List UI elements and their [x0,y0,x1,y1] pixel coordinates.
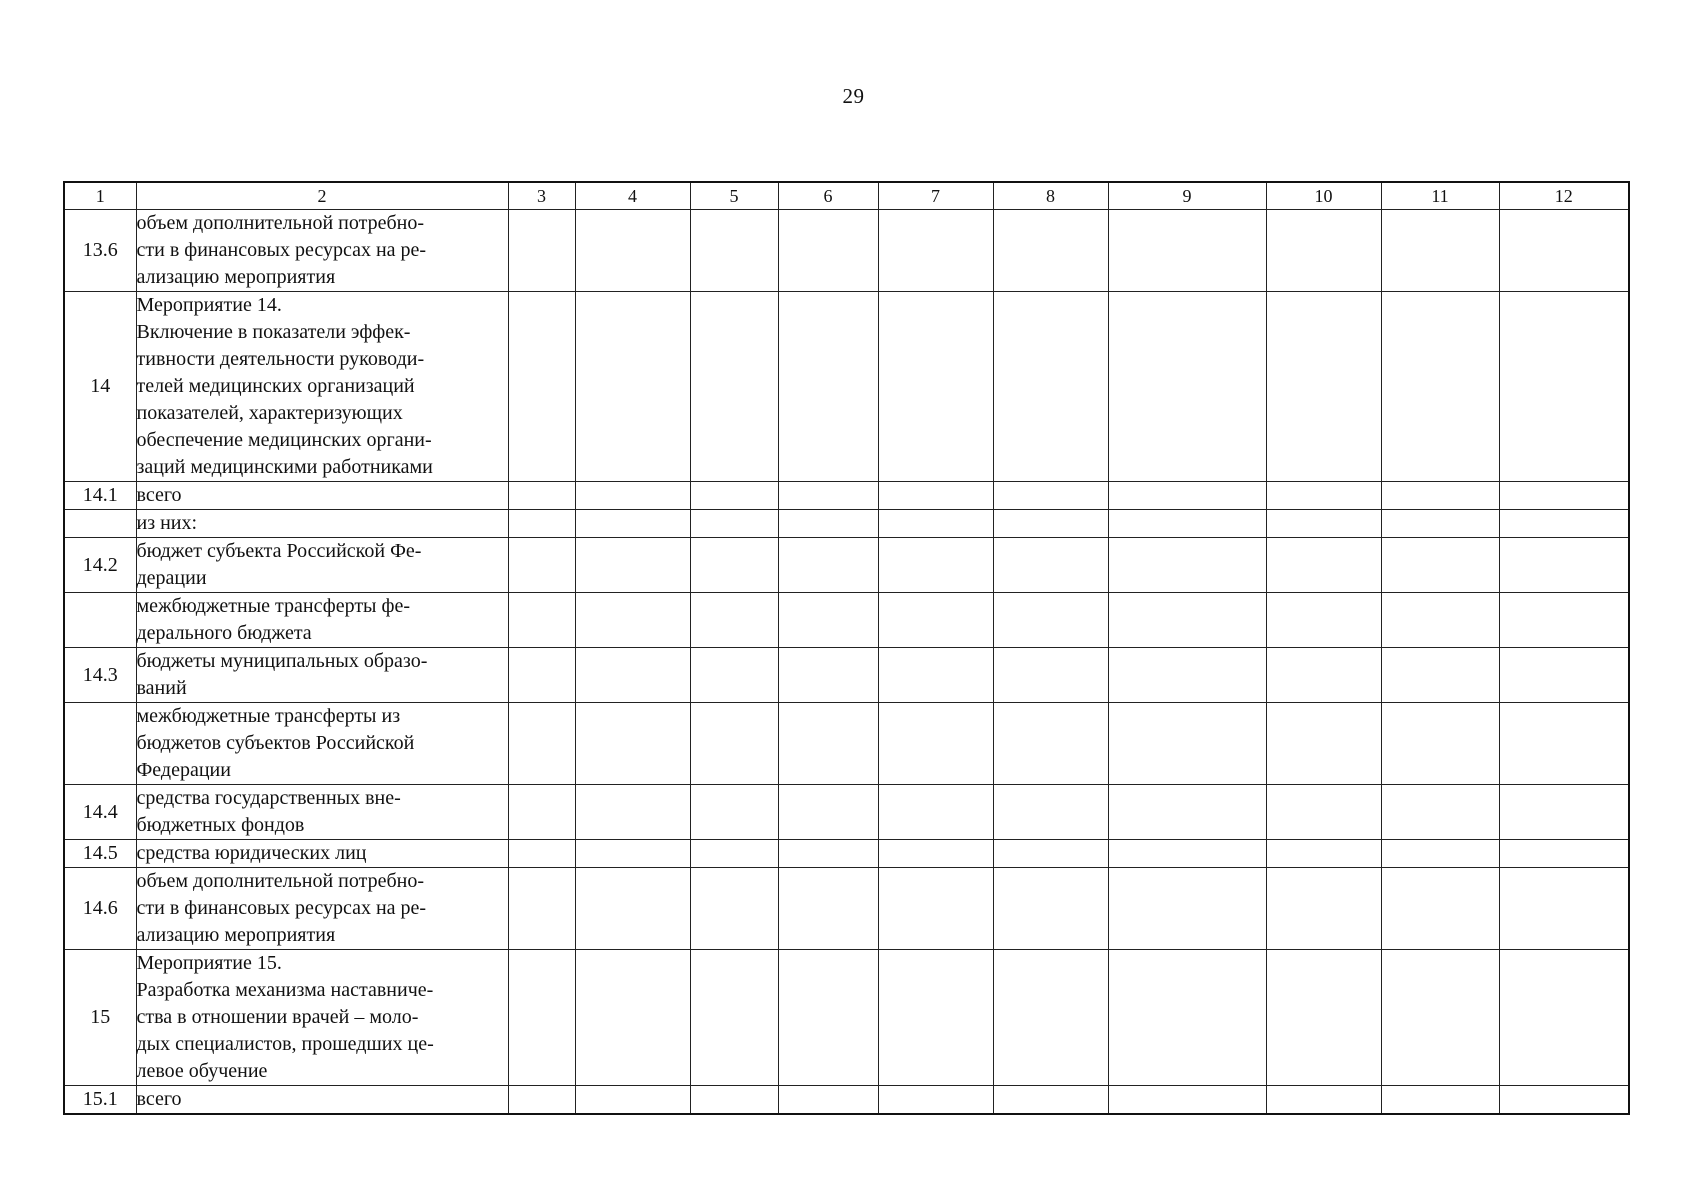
empty-cell-col-10 [1266,1086,1381,1115]
empty-cell-col-7 [878,1086,993,1115]
table-row [64,648,1629,703]
column-header-12: 12 [1499,182,1629,210]
empty-cell-col-9 [1108,292,1266,482]
empty-cell-col-6 [778,868,878,950]
empty-cell-col-8 [993,868,1108,950]
row-number: 13.6 [64,210,136,292]
empty-cell-col-5 [690,950,778,1086]
empty-cell-col-4 [575,210,690,292]
empty-cell-col-7 [878,482,993,510]
empty-cell-col-8 [993,840,1108,868]
empty-cell-col-4 [575,1086,690,1115]
column-header-5: 5 [690,182,778,210]
empty-cell-col-3 [508,210,575,292]
empty-cell-col-7 [878,840,993,868]
empty-cell-col-3 [508,703,575,785]
empty-cell-col-3 [508,510,575,538]
empty-cell-col-4 [575,840,690,868]
table-row [64,703,1629,785]
empty-cell-col-7 [878,703,993,785]
empty-cell-col-10 [1266,703,1381,785]
empty-cell-col-3 [508,785,575,840]
empty-cell-col-8 [993,593,1108,648]
empty-cell-col-12 [1499,210,1629,292]
empty-cell-col-8 [993,703,1108,785]
empty-cell-col-8 [993,950,1108,1086]
empty-cell-col-11 [1381,210,1499,292]
empty-cell-col-9 [1108,868,1266,950]
row-number [64,593,136,648]
empty-cell-col-12 [1499,648,1629,703]
table-row [64,510,1629,538]
row-number: 14.2 [64,538,136,593]
empty-cell-col-11 [1381,648,1499,703]
empty-cell-col-12 [1499,703,1629,785]
empty-cell-col-8 [993,292,1108,482]
empty-cell-col-12 [1499,292,1629,482]
empty-cell-col-11 [1381,510,1499,538]
empty-cell-col-4 [575,950,690,1086]
empty-cell-col-11 [1381,1086,1499,1115]
row-description: из них: [136,510,508,538]
empty-cell-col-9 [1108,950,1266,1086]
empty-cell-col-5 [690,840,778,868]
empty-cell-col-10 [1266,210,1381,292]
empty-cell-col-10 [1266,510,1381,538]
empty-cell-col-3 [508,292,575,482]
empty-cell-col-4 [575,510,690,538]
column-header-2: 2 [136,182,508,210]
empty-cell-col-11 [1381,593,1499,648]
empty-cell-col-6 [778,1086,878,1115]
empty-cell-col-3 [508,1086,575,1115]
row-description: объем дополнительной потребно- сти в финансовых ресурсах на ре- ализацию мероприятия [136,210,508,292]
column-header-8: 8 [993,182,1108,210]
empty-cell-col-3 [508,868,575,950]
column-header-10: 10 [1266,182,1381,210]
empty-cell-col-12 [1499,1086,1629,1115]
row-number: 14.6 [64,868,136,950]
empty-cell-col-6 [778,950,878,1086]
row-number: 14.3 [64,648,136,703]
empty-cell-col-11 [1381,868,1499,950]
row-description: средства государственных вне- бюджетных фондов [136,785,508,840]
row-description: межбюджетные трансферты из бюджетов субъектов Российской Федерации [136,703,508,785]
empty-cell-col-8 [993,785,1108,840]
empty-cell-col-4 [575,538,690,593]
column-header-4: 4 [575,182,690,210]
empty-cell-col-8 [993,510,1108,538]
table-row [64,1086,1629,1115]
empty-cell-col-9 [1108,785,1266,840]
empty-cell-col-9 [1108,538,1266,593]
empty-cell-col-10 [1266,482,1381,510]
empty-cell-col-6 [778,785,878,840]
empty-cell-col-12 [1499,482,1629,510]
empty-cell-col-12 [1499,510,1629,538]
row-number: 14.5 [64,840,136,868]
empty-cell-col-5 [690,292,778,482]
empty-cell-col-10 [1266,593,1381,648]
row-number [64,510,136,538]
column-header-11: 11 [1381,182,1499,210]
empty-cell-col-6 [778,840,878,868]
row-description: бюджеты муниципальных образо- ваний [136,648,508,703]
table-row [64,593,1629,648]
empty-cell-col-10 [1266,292,1381,482]
row-description: объем дополнительной потребно- сти в финансовых ресурсах на ре- ализацию мероприятия [136,868,508,950]
empty-cell-col-7 [878,538,993,593]
table-row [64,868,1629,950]
empty-cell-col-8 [993,1086,1108,1115]
empty-cell-col-5 [690,593,778,648]
empty-cell-col-5 [690,703,778,785]
row-description: всего [136,1086,508,1115]
empty-cell-col-6 [778,538,878,593]
empty-cell-col-4 [575,785,690,840]
empty-cell-col-10 [1266,785,1381,840]
empty-cell-col-4 [575,482,690,510]
empty-cell-col-9 [1108,1086,1266,1115]
row-description: Мероприятие 14. Включение в показатели эффек- тивности деятельности руководи- телей медицинских организаций показателей, характеризующих обеспечение медицинских органи- заций медицинскими работниками [136,292,508,482]
empty-cell-col-9 [1108,703,1266,785]
empty-cell-col-11 [1381,292,1499,482]
table-row [64,538,1629,593]
empty-cell-col-11 [1381,950,1499,1086]
empty-cell-col-5 [690,510,778,538]
row-number: 14.4 [64,785,136,840]
empty-cell-col-10 [1266,950,1381,1086]
empty-cell-col-3 [508,482,575,510]
empty-cell-col-8 [993,210,1108,292]
empty-cell-col-11 [1381,538,1499,593]
empty-cell-col-6 [778,648,878,703]
empty-cell-col-3 [508,950,575,1086]
row-number: 15.1 [64,1086,136,1115]
empty-cell-col-8 [993,648,1108,703]
empty-cell-col-4 [575,292,690,482]
empty-cell-col-7 [878,648,993,703]
empty-cell-col-6 [778,292,878,482]
row-description: всего [136,482,508,510]
table-row [64,482,1629,510]
empty-cell-col-7 [878,510,993,538]
empty-cell-col-9 [1108,648,1266,703]
empty-cell-col-6 [778,703,878,785]
empty-cell-col-6 [778,593,878,648]
empty-cell-col-3 [508,648,575,703]
empty-cell-col-10 [1266,538,1381,593]
empty-cell-col-5 [690,648,778,703]
empty-cell-col-9 [1108,840,1266,868]
row-number: 15 [64,950,136,1086]
empty-cell-col-7 [878,593,993,648]
column-header-1: 1 [64,182,136,210]
row-description: бюджет субъекта Российской Фе- дерации [136,538,508,593]
empty-cell-col-4 [575,593,690,648]
empty-cell-col-7 [878,785,993,840]
row-number: 14.1 [64,482,136,510]
empty-cell-col-5 [690,482,778,510]
column-header-row [64,182,1629,210]
empty-cell-col-3 [508,840,575,868]
empty-cell-col-10 [1266,868,1381,950]
empty-cell-col-5 [690,868,778,950]
column-header-6: 6 [778,182,878,210]
table-row [64,840,1629,868]
column-header-9: 9 [1108,182,1266,210]
empty-cell-col-12 [1499,950,1629,1086]
empty-cell-col-7 [878,868,993,950]
empty-cell-col-7 [878,950,993,1086]
page-number: 29 [842,84,865,108]
row-description: межбюджетные трансферты фе- дерального бюджета [136,593,508,648]
empty-cell-col-7 [878,292,993,482]
empty-cell-col-8 [993,482,1108,510]
empty-cell-col-5 [690,1086,778,1115]
empty-cell-col-12 [1499,593,1629,648]
empty-cell-col-3 [508,593,575,648]
table-body [64,210,1629,1115]
empty-cell-col-10 [1266,648,1381,703]
empty-cell-col-9 [1108,510,1266,538]
empty-cell-col-4 [575,868,690,950]
row-number: 14 [64,292,136,482]
empty-cell-col-12 [1499,785,1629,840]
funding-table [63,181,1630,1115]
empty-cell-col-11 [1381,703,1499,785]
row-description: средства юридических лиц [136,840,508,868]
empty-cell-col-5 [690,210,778,292]
empty-cell-col-5 [690,538,778,593]
empty-cell-col-12 [1499,868,1629,950]
column-header-7: 7 [878,182,993,210]
table-row [64,785,1629,840]
empty-cell-col-10 [1266,840,1381,868]
empty-cell-col-9 [1108,593,1266,648]
empty-cell-col-6 [778,510,878,538]
empty-cell-col-9 [1108,482,1266,510]
empty-cell-col-7 [878,210,993,292]
table-row [64,292,1629,482]
row-description: Мероприятие 15. Разработка механизма наставниче- ства в отношении врачей – моло- дых специалистов, прошедших це- левое обучение [136,950,508,1086]
empty-cell-col-12 [1499,538,1629,593]
empty-cell-col-5 [690,785,778,840]
row-number [64,703,136,785]
table-row [64,950,1629,1086]
empty-cell-col-11 [1381,482,1499,510]
empty-cell-col-12 [1499,840,1629,868]
empty-cell-col-6 [778,482,878,510]
table-row [64,210,1629,292]
empty-cell-col-11 [1381,785,1499,840]
empty-cell-col-6 [778,210,878,292]
empty-cell-col-11 [1381,840,1499,868]
empty-cell-col-9 [1108,210,1266,292]
empty-cell-col-8 [993,538,1108,593]
column-header-3: 3 [508,182,575,210]
empty-cell-col-3 [508,538,575,593]
empty-cell-col-4 [575,703,690,785]
empty-cell-col-4 [575,648,690,703]
